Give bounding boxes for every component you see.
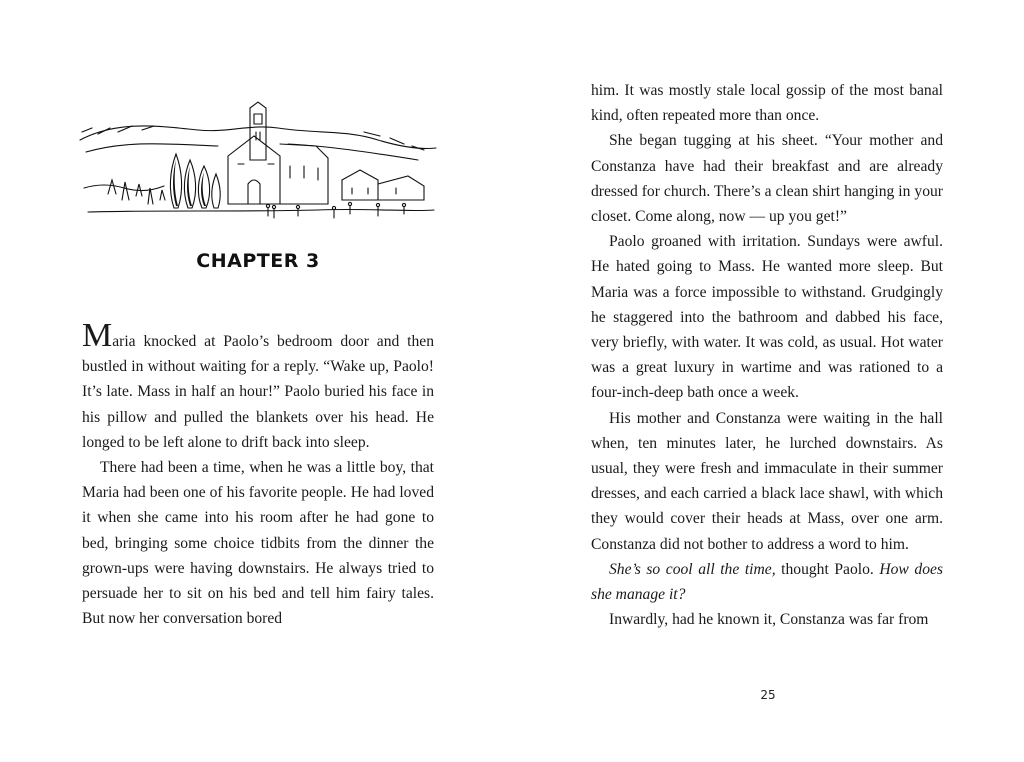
paragraph: Inwardly, had he known it, Constanza was far from: [609, 611, 929, 629]
paragraph: His mother and Constanza were waiting in the hall when, ten minutes later, he lurched downstairs. As usual, they were fresh and immaculate in their summer dresses, and each carried a black lace shawl, with which they would cover their heads at Mass, over one arm. Constanza did not bother to address a word to him.: [591, 409, 943, 553]
paragraph: [82, 317, 434, 455]
paragraph: him. It was mostly stale local gossip of the most banal kind, often repeated more than once.: [591, 82, 943, 125]
page-number: 25: [760, 688, 776, 702]
right-page: [512, 0, 1024, 762]
paragraph: Paolo groaned with irritation. Sundays were awful. He hated going to Mass. He wanted more sleep. But Maria was a force impossible to withstand. Grudgingly he staggered into the bathroom and dabbed his face, very briefly, with water. It was cold, as usual. Hot water was a great luxury in wartime and was rationed to a four-inch-deep bath once a week.: [591, 233, 943, 402]
italic-thought: How does she manage it?: [591, 560, 943, 604]
church-village-sketch-icon: [78, 100, 438, 222]
paragraph: There had been a time, when he was a little boy, that Maria had been one of his favorite people. He had loved it when she came into his room after he had gone to bed, bringing some choice tidbits from the dinner the grown-ups were having downstairs. He always tried to persuade her to sit on his bed and tell him fairy tales. But now her conversation bored: [82, 459, 434, 628]
left-text-column: [82, 317, 434, 631]
paragraph: She began tugging at his sheet. “Your mother and Constanza have had their breakfast and are already dressed for church. There’s a clean shirt hanging in your closet. Come along, now — up you get!”: [591, 132, 943, 226]
paragraph-text: thought Paolo.: [775, 560, 880, 578]
chapter-title: CHAPTER 3: [196, 250, 320, 272]
drop-cap: M: [82, 317, 113, 354]
right-text-column: [591, 78, 943, 632]
italic-thought: She’s so cool all the time,: [609, 560, 776, 578]
paragraph-text: aria knocked at Paolo’s bedroom door and then bustled in without waiting for a reply. “Wake up, Paolo! It’s late. Mass in half an hour!” Paolo buried his face in his pillow and pulled the blankets over his head. He longed to be left alone to drift back into sleep.: [82, 333, 434, 451]
paragraph: [591, 557, 943, 607]
